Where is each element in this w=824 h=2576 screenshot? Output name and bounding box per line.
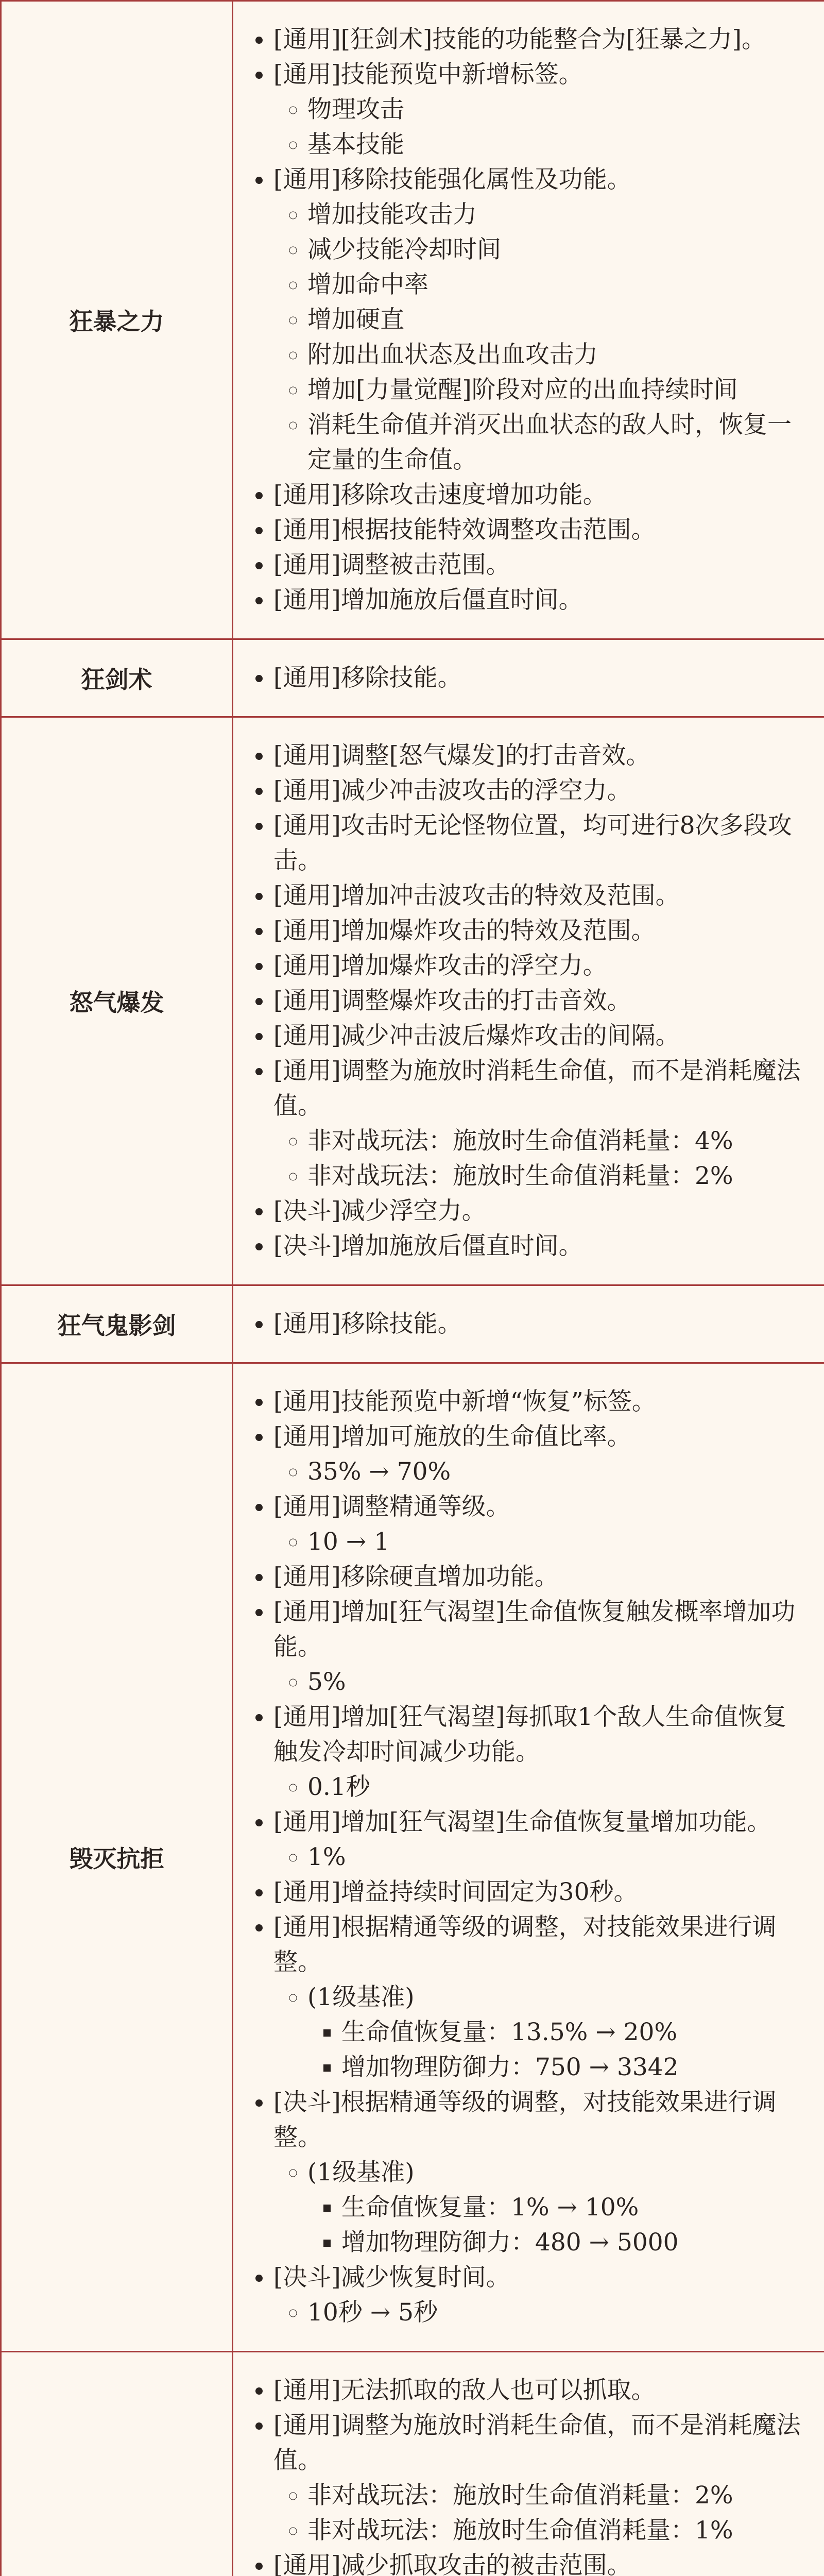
change-text: 1% (307, 1843, 346, 1871)
change-text: 生命值恢复量：13.5% → 20% (341, 2018, 678, 2046)
change-item (273, 513, 809, 548)
change-text: 非对战玩法：施放时生命值消耗量：4% (307, 1127, 733, 1155)
skill-change-notes (233, 1363, 824, 2352)
change-item (273, 738, 809, 773)
change-item (307, 1840, 809, 1875)
change-item (307, 1665, 809, 1700)
change-item (307, 1524, 809, 1560)
change-text: 基本技能 (307, 130, 404, 159)
change-text: [通用]调整为施放时消耗生命值，而不是消耗魔法值。 (273, 1057, 801, 1120)
change-list (273, 2478, 809, 2548)
change-item (273, 1307, 809, 1342)
change-item (273, 660, 809, 696)
change-item (273, 1700, 809, 1805)
change-text: 5% (307, 1668, 346, 1696)
change-item (273, 1419, 809, 1489)
change-text: 10 → 1 (307, 1528, 389, 1556)
change-text: 10秒 → 5秒 (307, 2298, 438, 2327)
change-item (307, 127, 809, 162)
change-text: [通用]调整被击范围。 (273, 551, 510, 579)
skill-name: 狂暴之力 (1, 1, 233, 639)
change-item (307, 372, 809, 408)
change-item (341, 2050, 809, 2085)
change-item (307, 267, 809, 302)
change-list (273, 2155, 809, 2260)
skill-change-notes (233, 1285, 824, 1363)
change-list (307, 2190, 809, 2260)
change-item (273, 1194, 809, 1229)
change-text: 消耗生命值并消灭出血状态的敌人时，恢复一定量的生命值。 (307, 411, 792, 474)
skill-change-notes (233, 1, 824, 639)
change-list (273, 2295, 809, 2330)
change-list (244, 1307, 809, 1342)
change-list (273, 1524, 809, 1560)
change-item (273, 948, 809, 984)
change-text: [通用]减少冲击波攻击的浮空力。 (273, 776, 631, 805)
change-text: [通用]调整[怒气爆发]的打击音效。 (273, 741, 650, 770)
change-item (307, 2295, 809, 2330)
change-text: [通用]增加爆炸攻击的特效及范围。 (273, 917, 656, 945)
change-item (341, 2015, 809, 2050)
change-text: 非对战玩法：施放时生命值消耗量：1% (307, 2516, 733, 2545)
change-list (273, 1124, 809, 1194)
change-text: [通用]增加[狂气渴望]每抓取1个敌人生命值恢复触发冷却时间减少功能。 (273, 1703, 787, 1766)
skill-name: 怒气爆发 (1, 717, 233, 1285)
change-text: [通用]移除技能。 (273, 664, 462, 692)
change-item (273, 583, 809, 618)
skill-name: 狂气鬼影剑 (1, 1285, 233, 1363)
change-item (307, 197, 809, 232)
change-item (273, 2260, 809, 2330)
change-text: [通用]增加爆炸攻击的浮空力。 (273, 952, 607, 980)
change-text: [通用]减少冲击波后爆炸攻击的间隔。 (273, 1022, 680, 1050)
change-item (273, 1489, 809, 1560)
change-item (307, 92, 809, 127)
change-text: 增加物理防御力：750 → 3342 (341, 2053, 679, 2081)
change-text: [通用]增加[狂气渴望]生命值恢复量增加功能。 (273, 1808, 771, 1836)
change-item (273, 913, 809, 948)
change-text: [通用]根据技能特效调整攻击范围。 (273, 516, 656, 544)
change-text: 增加硬直 (307, 306, 404, 334)
change-item (307, 2155, 809, 2260)
change-item (307, 1159, 809, 1194)
change-item (273, 808, 809, 878)
skill-change-notes (233, 717, 824, 1285)
change-item (273, 1910, 809, 2085)
skill-row (1, 1363, 824, 2352)
skill-name: 毁灭抗拒 (1, 1363, 233, 2352)
skill-name (1, 2352, 233, 2576)
change-item (307, 232, 809, 267)
change-text: [决斗]增加施放后僵直时间。 (273, 1232, 583, 1260)
change-text: [通用]技能预览中新增“恢复”标签。 (273, 1387, 656, 1416)
change-text: 增加技能攻击力 (307, 200, 477, 229)
skill-name: 狂剑术 (1, 639, 233, 717)
change-item (341, 2225, 809, 2260)
change-text: 物理攻击 (307, 95, 404, 124)
change-text: (1级基准) (307, 2158, 415, 2187)
change-list (244, 2373, 809, 2576)
change-item (273, 878, 809, 913)
change-list (273, 1770, 809, 1805)
change-item (273, 984, 809, 1019)
change-item (273, 1229, 809, 1264)
skill-row (1, 2352, 824, 2576)
change-text: [通用]增加可施放的生命值比率。 (273, 1422, 631, 1451)
change-text: 35% → 70% (307, 1458, 451, 1486)
change-text: [决斗]根据精通等级的调整，对技能效果进行调整。 (273, 2088, 777, 2151)
change-item (273, 2408, 809, 2548)
change-text: [通用]调整精通等级。 (273, 1493, 510, 1521)
change-text: 增加命中率 (307, 270, 428, 299)
skill-row (1, 639, 824, 717)
change-item (273, 1875, 809, 1910)
change-list (244, 1384, 809, 2330)
change-text: [通用][狂剑术]技能的功能整合为[狂暴之力]。 (273, 25, 766, 54)
change-item (307, 2513, 809, 2548)
change-item (307, 1770, 809, 1805)
change-item (273, 1054, 809, 1194)
change-item (273, 162, 809, 478)
change-list (273, 1665, 809, 1700)
change-text: [通用]调整为施放时消耗生命值，而不是消耗魔法值。 (273, 2411, 801, 2475)
change-item (273, 548, 809, 583)
change-text: [通用]移除技能。 (273, 1310, 462, 1338)
change-text: [通用]移除攻击速度增加功能。 (273, 481, 607, 509)
change-item (307, 408, 809, 478)
change-text: [通用]增益持续时间固定为30秒。 (273, 1878, 638, 1906)
change-text: 非对战玩法：施放时生命值消耗量：2% (307, 2481, 733, 2510)
change-text: (1级基准) (307, 1983, 415, 2011)
change-item (307, 1124, 809, 1159)
change-list (244, 660, 809, 696)
change-item (307, 302, 809, 337)
change-list (244, 22, 809, 618)
change-text: [通用]减少抓取攻击的被击范围。 (273, 2551, 631, 2576)
change-list (244, 738, 809, 1264)
change-item (273, 1805, 809, 1875)
change-text: [通用]移除技能强化属性及功能。 (273, 165, 631, 194)
change-item (307, 1980, 809, 2085)
change-item (307, 1454, 809, 1489)
change-item (307, 337, 809, 372)
change-list (273, 197, 809, 478)
change-list (273, 92, 809, 162)
change-text: 增加[力量觉醒]阶段对应的出血持续时间 (307, 376, 738, 404)
change-item (273, 773, 809, 808)
change-text: [通用]调整爆炸攻击的打击音效。 (273, 987, 631, 1015)
change-item (341, 2190, 809, 2225)
skill-change-notes (233, 2352, 824, 2576)
skill-row (1, 717, 824, 1285)
change-text: 减少技能冷却时间 (307, 235, 501, 264)
change-text: 0.1秒 (307, 1773, 370, 1801)
change-text: [通用]增加施放后僵直时间。 (273, 586, 583, 614)
change-item (273, 1019, 809, 1054)
change-list (273, 1454, 809, 1489)
skill-row (1, 1285, 824, 1363)
change-item (273, 1560, 809, 1595)
change-item (273, 2373, 809, 2408)
change-text: [通用]增加冲击波攻击的特效及范围。 (273, 882, 680, 910)
change-item (273, 57, 809, 162)
change-item (273, 2548, 809, 2576)
change-item (273, 2085, 809, 2260)
change-item (273, 1595, 809, 1700)
change-list (273, 1840, 809, 1875)
change-text: [通用]技能预览中新增标签。 (273, 60, 583, 89)
change-text: 增加物理防御力：480 → 5000 (341, 2228, 679, 2257)
change-text: [通用]攻击时无论怪物位置，均可进行8次多段攻击。 (273, 811, 792, 875)
change-text: [决斗]减少浮空力。 (273, 1197, 486, 1225)
change-text: [通用]增加[狂气渴望]生命值恢复触发概率增加功能。 (273, 1598, 796, 1661)
change-text: [决斗]减少恢复时间。 (273, 2263, 510, 2292)
skill-row (1, 1, 824, 639)
skill-change-notes (233, 639, 824, 717)
change-text: 生命值恢复量：1% → 10% (341, 2193, 639, 2222)
change-list (307, 2015, 809, 2085)
change-text: 附加出血状态及出血攻击力 (307, 341, 598, 369)
skill-changelog-body (1, 1, 824, 2576)
change-text: [通用]无法抓取的敌人也可以抓取。 (273, 2376, 656, 2404)
change-text: 非对战玩法：施放时生命值消耗量：2% (307, 1162, 733, 1190)
change-item (273, 1384, 809, 1419)
change-text: [通用]根据精通等级的调整，对技能效果进行调整。 (273, 1913, 777, 1976)
change-item (273, 478, 809, 513)
change-text: [通用]移除硬直增加功能。 (273, 1563, 559, 1591)
change-item (307, 2478, 809, 2513)
change-item (273, 22, 809, 57)
change-list (273, 1980, 809, 2085)
